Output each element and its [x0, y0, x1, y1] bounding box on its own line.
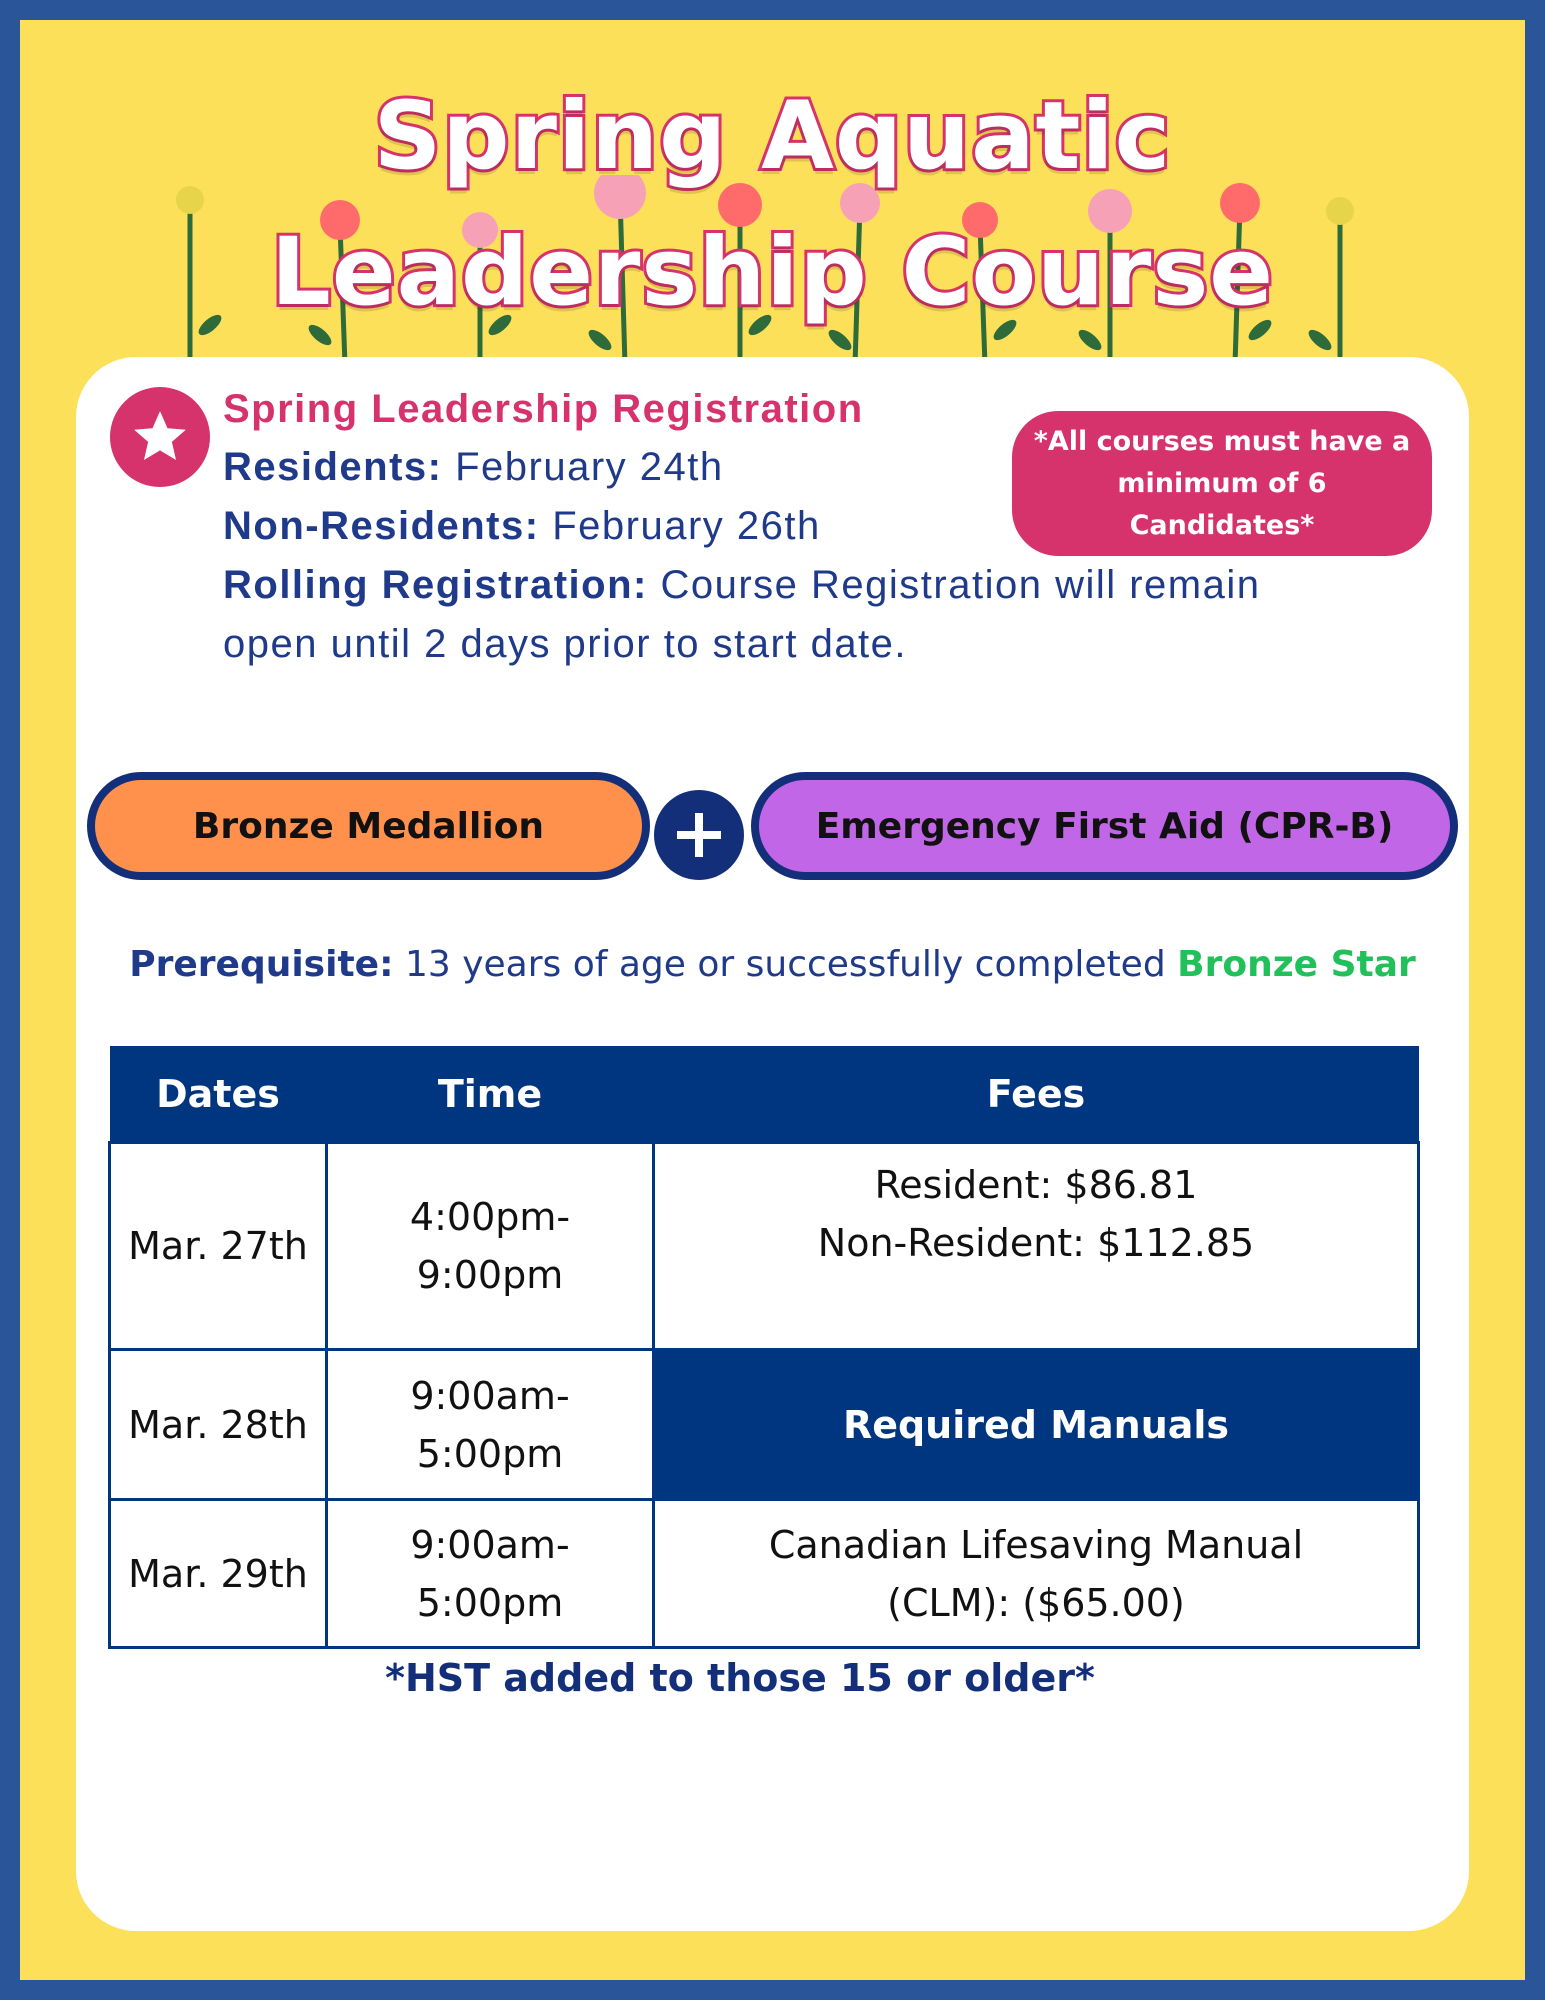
- table-row: [110, 1350, 1419, 1500]
- residents-label: Residents:: [223, 445, 443, 489]
- prerequisite-label: Prerequisite:: [129, 944, 394, 985]
- schedule-table: [108, 1046, 1420, 1649]
- date-cell: Mar. 27th: [110, 1143, 327, 1350]
- required-manuals-heading: Required Manuals: [654, 1350, 1419, 1500]
- time-start: 9:00am-: [410, 1522, 570, 1567]
- time-cell: [327, 1143, 654, 1350]
- course-emergency-first-aid: Emergency First Aid (CPR-B): [751, 772, 1458, 880]
- rolling-text: Course Registration will remain: [660, 563, 1261, 607]
- header-dates: Dates: [110, 1046, 327, 1143]
- registration-heading: Spring Leadership Registration: [223, 387, 864, 431]
- manual-cell: [654, 1500, 1419, 1648]
- time-start: 4:00pm-: [409, 1195, 571, 1239]
- time-end: 5:00pm: [416, 1580, 564, 1625]
- time-end: 5:00pm: [416, 1431, 564, 1476]
- nonresidents-date: February 26th: [552, 504, 821, 548]
- table-row: [110, 1143, 1419, 1350]
- prerequisite-line: [0, 944, 1545, 985]
- rolling-line: [223, 563, 1261, 608]
- time-cell: [327, 1350, 654, 1500]
- poster-title-line1: Spring Aquatic: [373, 82, 1172, 191]
- prerequisite-highlight: Bronze Star: [1177, 944, 1416, 985]
- prerequisite-text: 13 years of age or successfully completed: [404, 944, 1166, 985]
- manual-line1: Canadian Lifesaving Manual: [768, 1522, 1304, 1567]
- rolling-line-2: open until 2 days prior to start date.: [223, 622, 908, 666]
- rolling-label: Rolling Registration:: [223, 563, 648, 607]
- time-end: 9:00pm: [416, 1253, 564, 1297]
- table-header-row: [110, 1046, 1419, 1143]
- residents-date: February 24th: [455, 445, 724, 489]
- notice-line1: *All courses must have a: [1033, 425, 1411, 457]
- minimum-candidates-notice: [1012, 411, 1432, 556]
- time-cell: [327, 1500, 654, 1648]
- residents-line: [223, 445, 724, 490]
- plus-icon: [654, 790, 744, 880]
- nonresidents-label: Non-Residents:: [223, 504, 540, 548]
- fee-nonresident: Non-Resident: $112.85: [817, 1221, 1255, 1265]
- manual-line2: (CLM): ($65.00): [887, 1580, 1185, 1625]
- header-time: Time: [327, 1046, 654, 1143]
- time-start: 9:00am-: [410, 1373, 570, 1418]
- notice-line2: minimum of 6: [1117, 467, 1327, 499]
- table-row: [110, 1500, 1419, 1648]
- date-cell: Mar. 29th: [110, 1500, 327, 1648]
- star-icon: [110, 387, 210, 487]
- notice-line3: Candidates*: [1129, 509, 1315, 541]
- nonresidents-line: [223, 504, 821, 549]
- poster-title-line2: Leadership Course: [270, 218, 1275, 327]
- fees-cell: [654, 1143, 1419, 1350]
- course-bronze-medallion: Bronze Medallion: [87, 772, 650, 880]
- hst-footnote: *HST added to those 15 or older*: [385, 1656, 1095, 1700]
- fee-resident: Resident: $86.81: [874, 1163, 1198, 1207]
- date-cell: Mar. 28th: [110, 1350, 327, 1500]
- header-fees: Fees: [654, 1046, 1419, 1143]
